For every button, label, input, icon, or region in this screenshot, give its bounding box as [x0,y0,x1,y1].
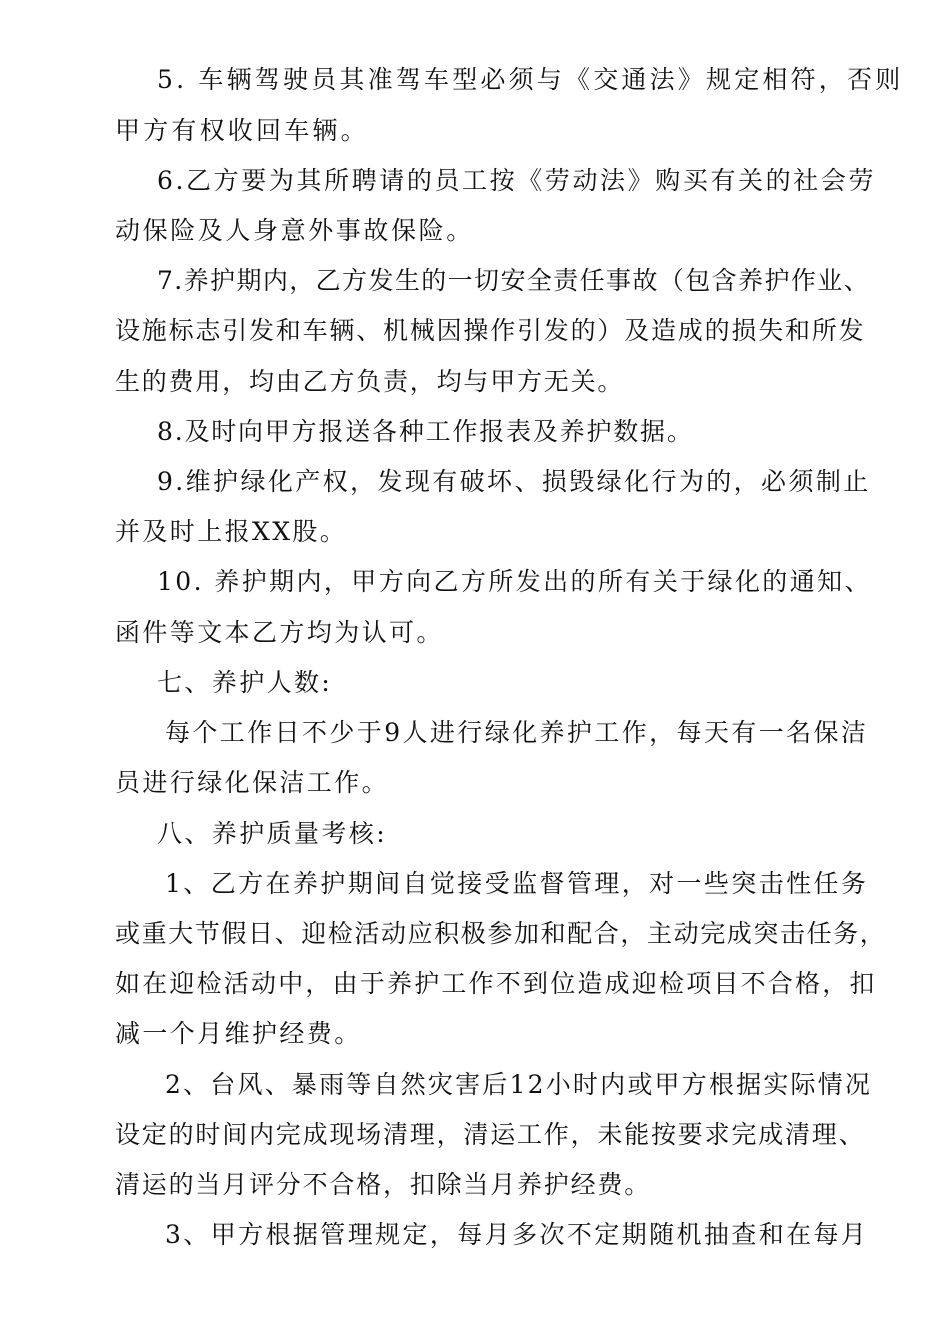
text-line: 清运的当月评分不合格，扣除当月养护经费。 [115,1170,652,1199]
text-line: 或重大节假日、迎检活动应积极参加和配合，主动完成突击任务， [115,919,887,948]
text-line: 甲方有权收回车辆。 [115,116,369,145]
text-line: 设施标志引发和车辆、机械因操作引发的）及造成的损失和所发 [115,316,866,345]
text-line: 员进行绿化保洁工作。 [115,768,390,797]
text-line: 并及时上报XX股。 [115,517,348,546]
text-line: 函件等文本乙方均为认可。 [115,618,444,647]
text-line: 3、甲方根据管理规定，每月多次不定期随机抽查和在每月 [165,1220,869,1249]
text-line: 7.养护期内，乙方发生的一切安全责任事故（包含养护作业、 [157,266,871,295]
text-line: 10. 养护期内，甲方向乙方所发出的所有关于绿化的通知、 [157,567,872,596]
section-heading: 八、养护质量考核: [157,819,388,848]
text-line: 动保险及人身意外事故保险。 [115,216,474,245]
text-line: 设定的时间内完成现场清理，清运工作，未能按要求完成清理、 [115,1120,866,1149]
text-line: 1、乙方在养护期间自觉接受监督管理，对一些突击性任务 [165,869,869,898]
text-line: 6.乙方要为其所聘请的员工按《劳动法》购买有关的社会劳 [157,166,877,195]
text-line: 9.维护绿化产权，发现有破坏、损毁绿化行为的，必须制止 [157,467,871,496]
text-line: 每个工作日不少于9人进行绿化养护工作，每天有一名保洁 [165,718,869,747]
text-line: 如在迎检活动中，由于养护工作不到位造成迎检项目不合格，扣 [115,969,877,998]
text-line: 生的费用，均由乙方负责，均与甲方无关。 [115,367,625,396]
text-line: 5. 车辆驾驶员其准驾车型必须与《交通法》规定相符，否则 [157,65,904,94]
text-line: 2、台风、暴雨等自然灾害后12小时内或甲方根据实际情况 [165,1070,873,1099]
text-line: 减一个月维护经费。 [115,1019,362,1048]
text-line: 8.及时向甲方报送各种工作报表及养护数据。 [157,417,694,446]
section-heading: 七、养护人数: [157,668,333,697]
